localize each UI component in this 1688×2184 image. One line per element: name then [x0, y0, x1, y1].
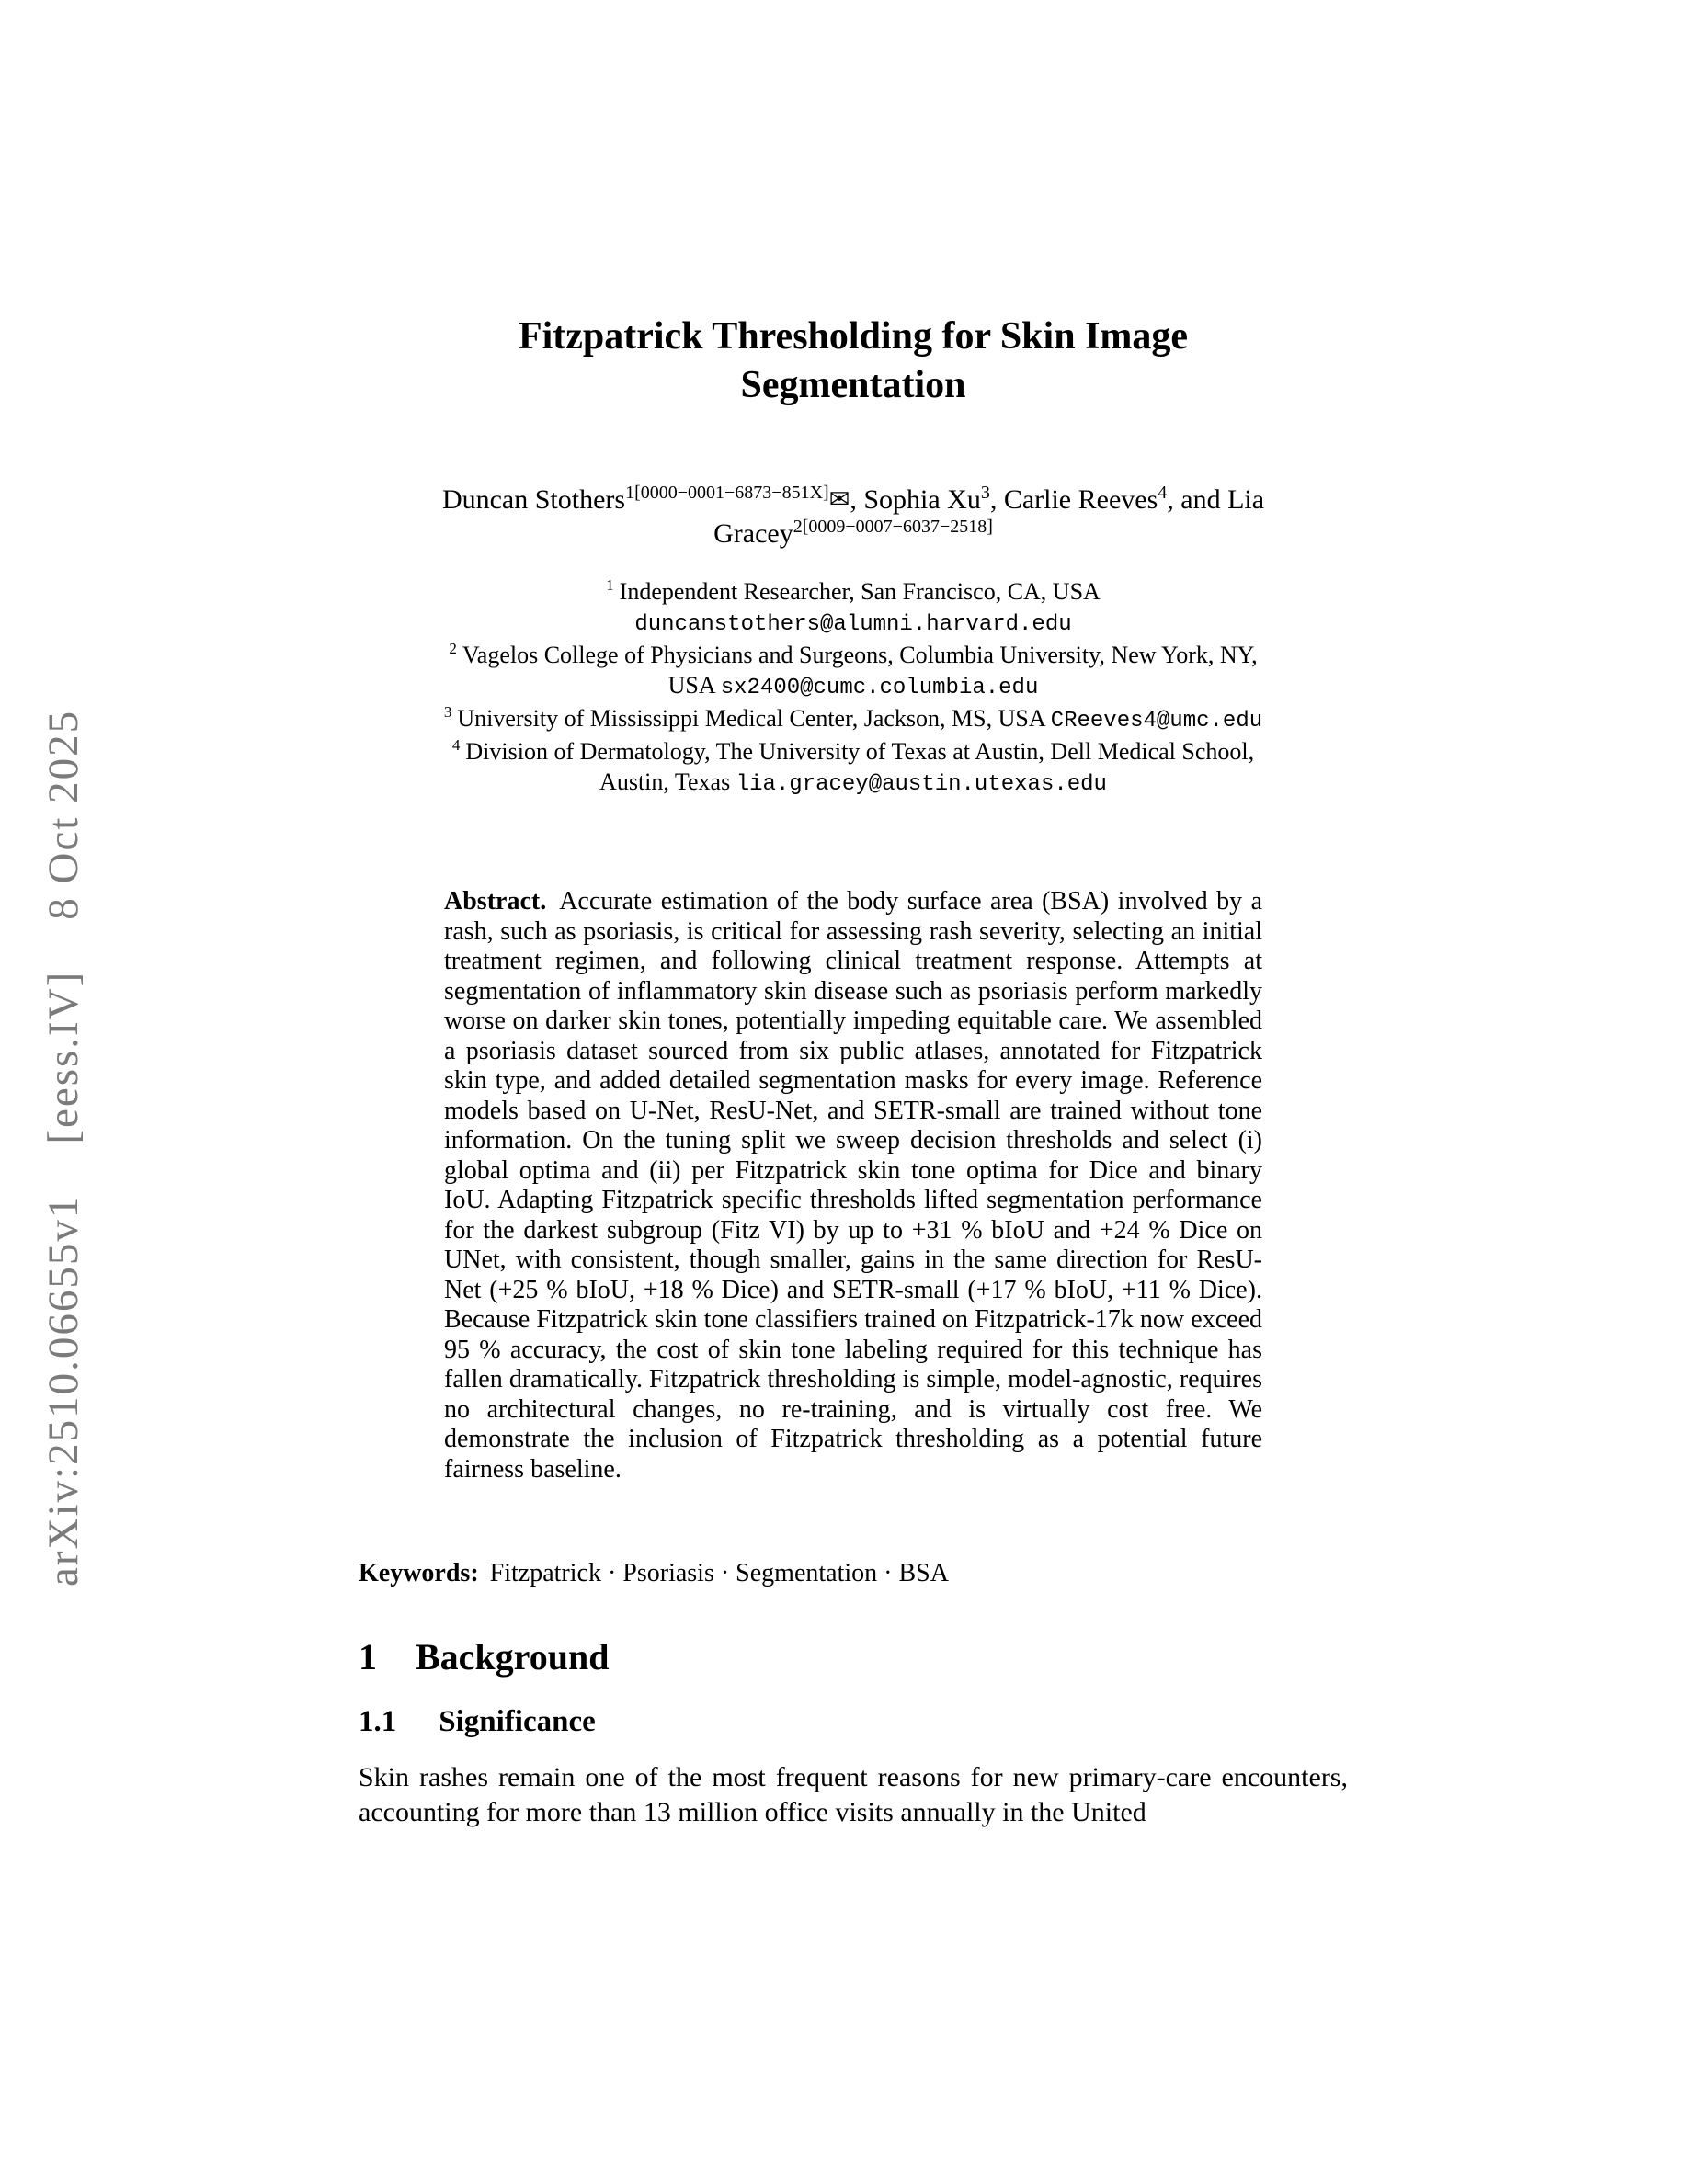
author-separator-2: , — [989, 484, 1004, 515]
abstract-text: Accurate estimation of the body surface area (BSA) involved by a rash, such as psoriasis, is critical for assessing rash severity, selecting an initial treatment regimen, and following clinical treatment response. Attempts at segmentation of inflammatory skin disease such as psoriasis perform markedly worse on darker skin tones, potentially impeding equitable care. We assembled a psoriasis dataset sourced from six public atlases, annotated for Fitzpatrick skin type, and added detailed segmentation masks for every image. Reference models based on U-Net, ResU-Net, and SETR-small are trained without tone information. On the tuning split we sweep decision thresholds and select (i) global optima and (ii) per Fitzpatrick skin tone optima for Dice and binary IoU. Adapting Fitzpatrick specific thresholds lifted segmentation performance for the darkest subgroup (Fitz VI) by up to +31 % bIoU and +24 % Dice on UNet, with consistent, though smaller, gains in the same direction for ResU-Net (+25 % bIoU, +18 % Dice) and SETR-small (+17 % bIoU, +11 % Dice). Because Fitzpatrick skin tone classifiers trained on Fitzpatrick-17k now exceed 95 % accuracy, the cost of skin tone labeling required for this technique has fallen dramatically. Fitzpatrick thresholding is simple, model-agnostic, requires no architectural changes, no re-training, and is virtually cost free. We demonstrate the inclusion of Fitzpatrick thresholding as a potential future fairness baseline. — [444, 887, 1262, 1484]
affiliation-2-text: Vagelos College of Physicians and Surgeons, Columbia University, New York, NY, — [462, 642, 1258, 668]
affiliation-4-marker: 4 — [451, 736, 461, 755]
section-number: 1 — [359, 1636, 377, 1678]
author-separator-1: , — [850, 484, 864, 515]
author-separator-3: , and — [1167, 484, 1228, 515]
affiliation-1-text: Independent Researcher, San Francisco, CA, USA — [619, 578, 1101, 605]
paper-page — [359, 0, 1348, 1831]
envelope-icon: ✉ — [828, 485, 850, 514]
keywords-text: Fitzpatrick · Psoriasis · Segmentation · BSA — [489, 1559, 949, 1587]
section-title: Background — [416, 1636, 610, 1678]
affiliation-2-text-cont: USA — [667, 672, 721, 699]
subsection-title: Significance — [439, 1705, 596, 1738]
author-name-2: Sophia Xu — [863, 484, 981, 515]
affiliation-4-text-cont: Austin, Texas — [599, 768, 736, 795]
author-name-3: Carlie Reeves — [1003, 484, 1158, 515]
keywords-label: Keywords: — [359, 1559, 479, 1587]
affiliation-2-marker: 2 — [449, 640, 457, 658]
affiliation-2-email: sx2400@cumc.columbia.edu — [720, 676, 1039, 700]
arxiv-watermark: arXiv:2510.06655v1 [eess.IV] 8 Oct 2025 — [40, 709, 87, 1587]
affiliation-4-email: lia.gracey@austin.utexas.edu — [736, 772, 1107, 797]
affiliation-3-text: University of Mississippi Medical Center, Jackson, MS, USA — [457, 705, 1051, 732]
affiliation-4-text: Division of Dermatology, The University of Texas at Austin, Dell Medical School, — [465, 738, 1255, 765]
affiliation-1-email: duncanstothers@alumni.harvard.edu — [634, 612, 1072, 637]
abstract-label: Abstract. — [444, 887, 547, 916]
author-line — [359, 483, 1348, 551]
author-1-orcid-sup: 1[0000−0001−6873−851X] — [625, 483, 829, 503]
subsection-heading-significance — [359, 1705, 1348, 1740]
author-name-4-first: Lia — [1227, 484, 1265, 515]
author-name-4-last: Gracey — [713, 518, 793, 549]
affiliation-1 — [359, 576, 1348, 640]
subsection-number: 1.1 — [359, 1705, 397, 1738]
affiliation-3-marker: 3 — [443, 703, 452, 722]
affiliation-4 — [359, 736, 1348, 800]
affiliation-2 — [359, 640, 1348, 703]
author-3-affil-sup: 4 — [1158, 483, 1168, 503]
affiliations-block — [359, 576, 1348, 800]
affiliation-3-email: CReeves4@umc.edu — [1050, 709, 1263, 734]
author-name-1: Duncan Stothers — [441, 484, 626, 515]
body-paragraph: Skin rashes remain one of the most frequent reasons for new primary-care encounters, accounting for more than 13 million office visits annually in the United — [359, 1761, 1348, 1828]
paper-title: Fitzpatrick Thresholding for Skin Image Segmentation — [518, 315, 1189, 406]
author-4-orcid-sup: 2[0009−0007−6037−2518] — [793, 517, 993, 537]
affiliation-1-marker: 1 — [606, 576, 614, 595]
abstract — [444, 887, 1262, 1484]
section-heading-background — [359, 1637, 1348, 1678]
author-2-affil-sup: 3 — [980, 483, 990, 503]
keywords-line — [359, 1558, 1348, 1589]
affiliation-3 — [359, 703, 1348, 736]
